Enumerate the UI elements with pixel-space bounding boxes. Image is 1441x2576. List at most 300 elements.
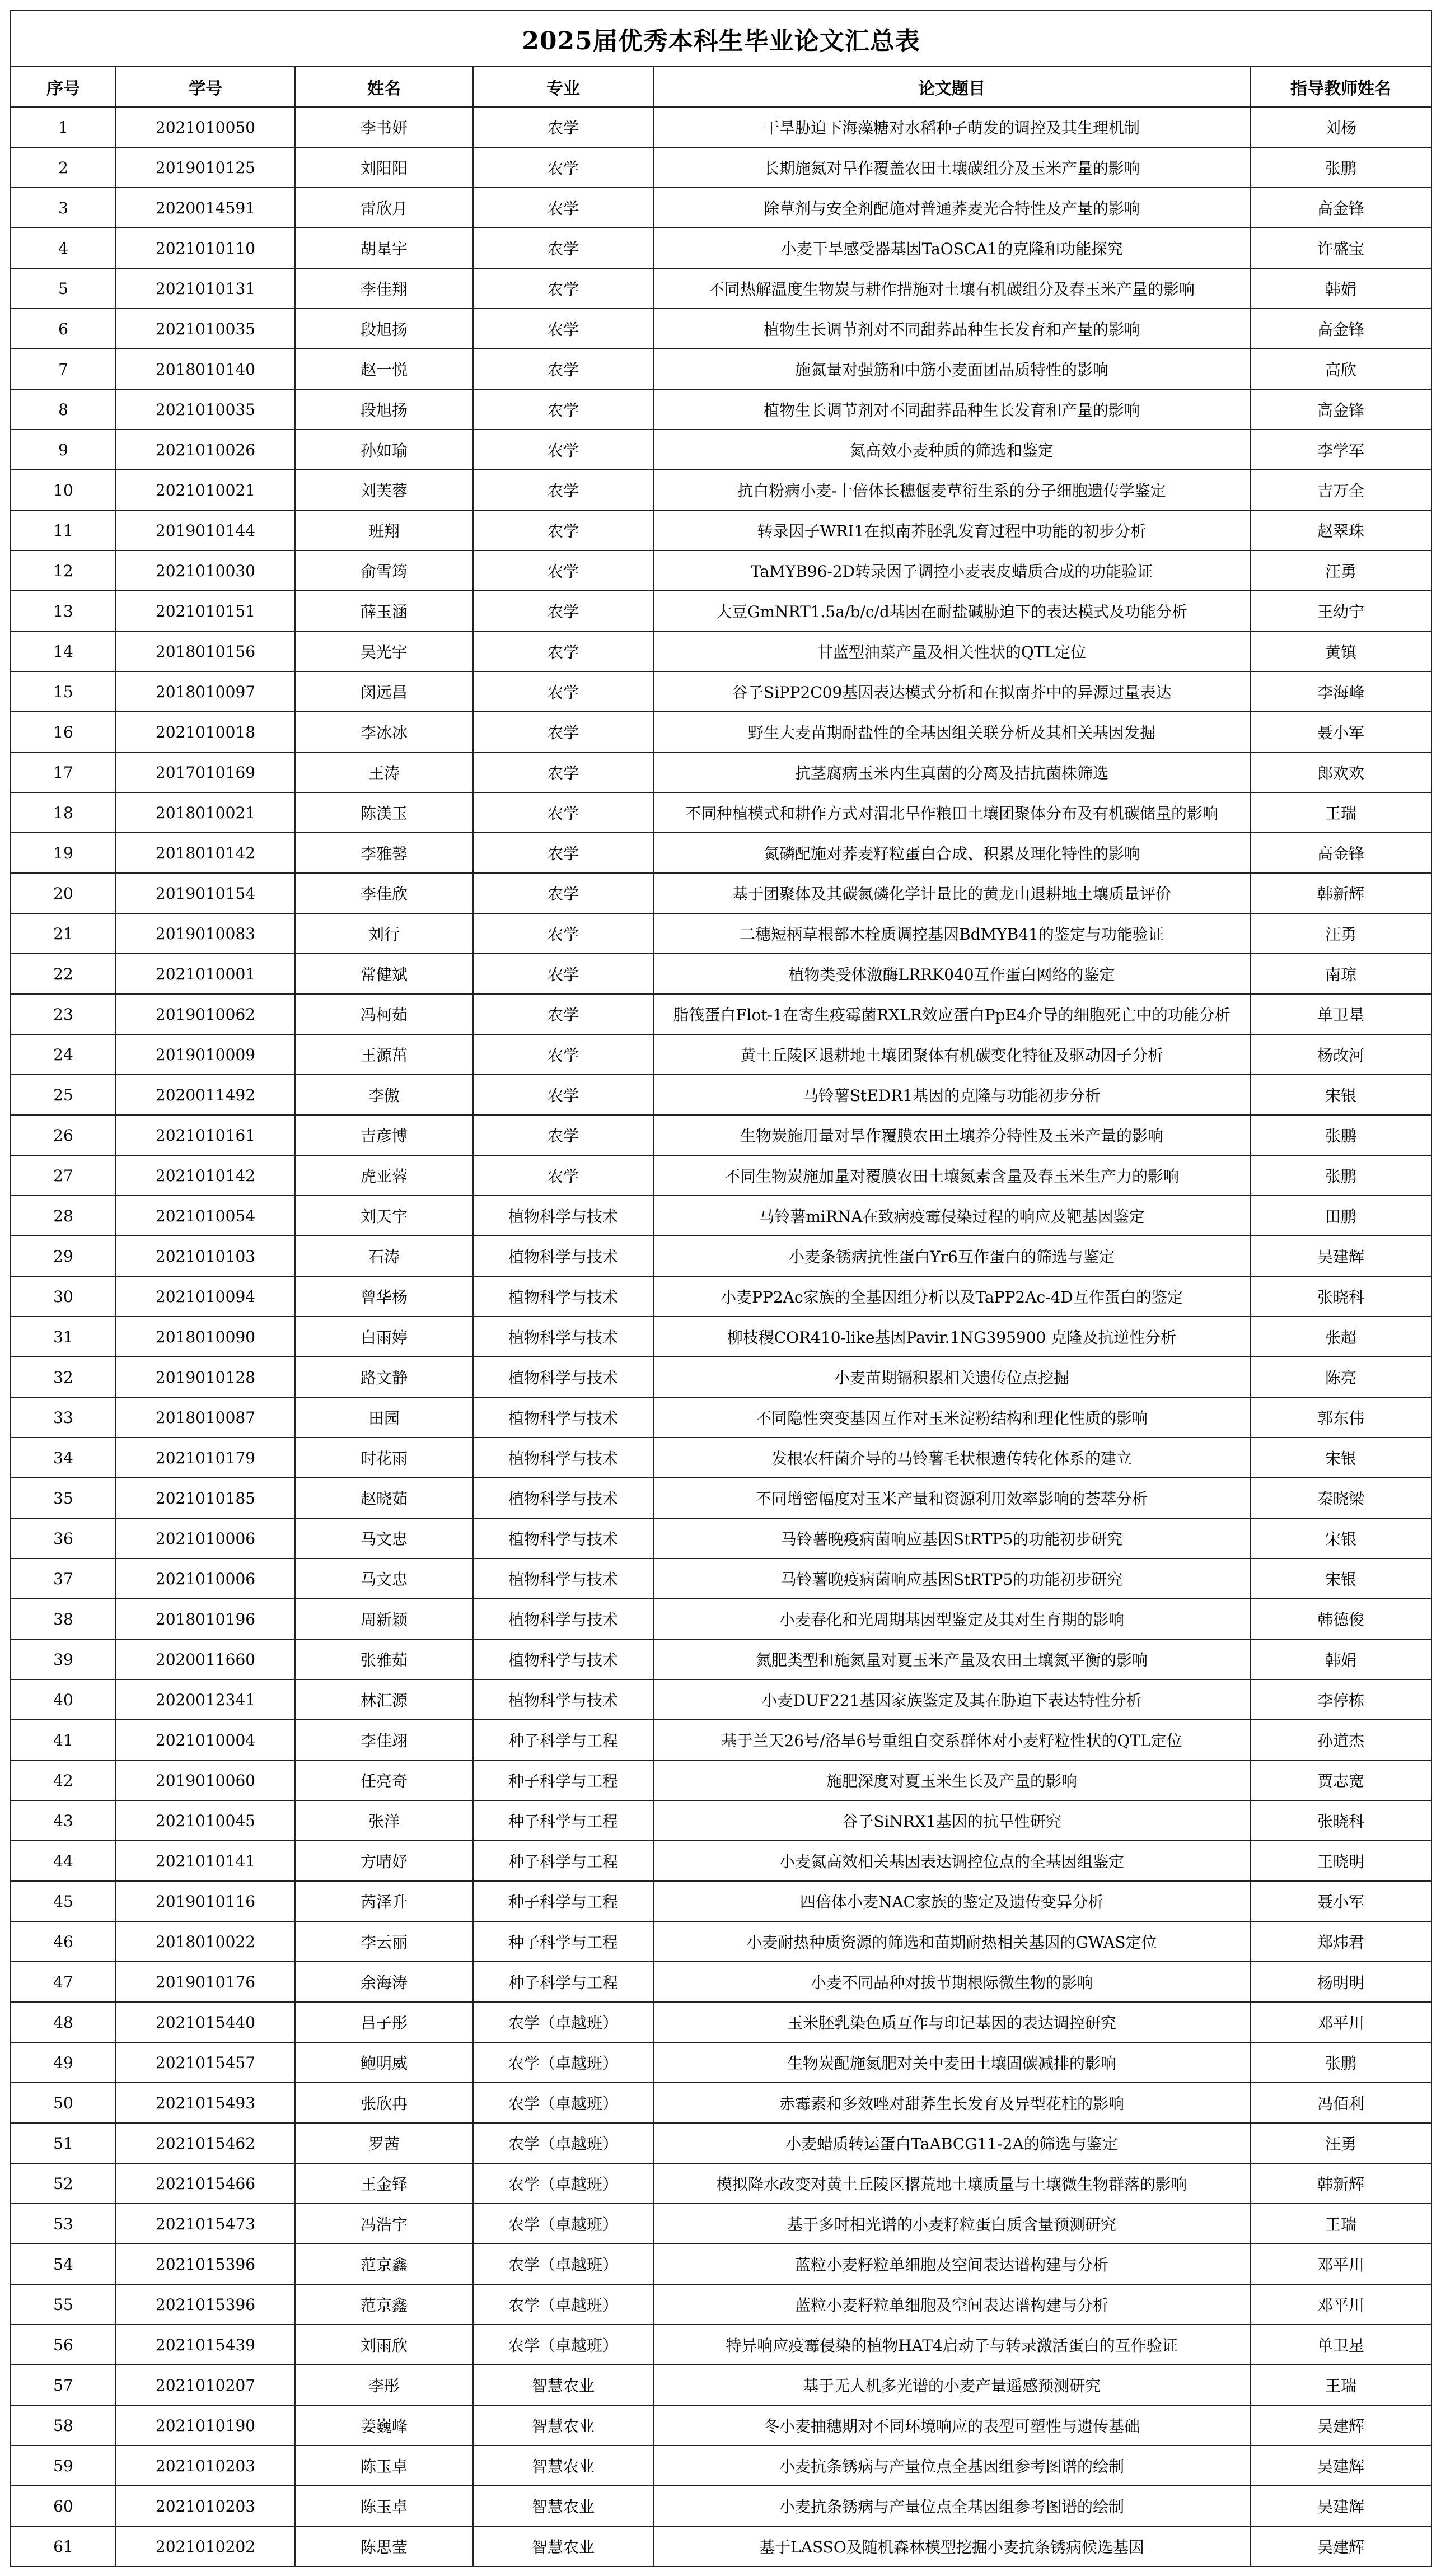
cell-advisor: 吉万全 xyxy=(1250,470,1431,510)
cell-thesis-title: 小麦蜡质转运蛋白TaABCG11-2A的筛选与鉴定 xyxy=(653,2123,1250,2163)
table-row xyxy=(11,712,1431,752)
cell-major: 农学 xyxy=(473,712,653,752)
cell-name: 孙如瑜 xyxy=(295,430,473,470)
cell-student-id: 2019010116 xyxy=(116,1881,295,1921)
cell-thesis-title: 小麦条锈病抗性蛋白Yr6互作蛋白的筛选与鉴定 xyxy=(653,1236,1250,1276)
cell-major: 农学 xyxy=(473,309,653,349)
cell-thesis-title: 脂筏蛋白Flot-1在寄生疫霉菌RXLR效应蛋白PpE4介导的细胞死亡中的功能分析 xyxy=(653,994,1250,1034)
cell-advisor: 吴建辉 xyxy=(1250,2446,1431,2486)
table-row xyxy=(11,1962,1431,2002)
cell-advisor: 郎欢欢 xyxy=(1250,752,1431,792)
cell-no: 20 xyxy=(11,873,116,913)
cell-student-id: 2021010030 xyxy=(116,550,295,591)
table-row xyxy=(11,1276,1431,1317)
cell-major: 植物科学与技术 xyxy=(473,1196,653,1236)
cell-advisor: 高金锋 xyxy=(1250,188,1431,228)
cell-name: 白雨婷 xyxy=(295,1317,473,1357)
cell-no: 55 xyxy=(11,2284,116,2325)
cell-student-id: 2021010151 xyxy=(116,591,295,631)
cell-name: 刘天宇 xyxy=(295,1196,473,1236)
cell-name: 张雅茹 xyxy=(295,1639,473,1679)
cell-major: 种子科学与工程 xyxy=(473,1760,653,1800)
cell-no: 13 xyxy=(11,591,116,631)
table-row xyxy=(11,1599,1431,1639)
cell-no: 30 xyxy=(11,1276,116,1317)
cell-no: 57 xyxy=(11,2365,116,2405)
cell-thesis-title: 玉米胚乳染色质互作与印记基因的表达调控研究 xyxy=(653,2002,1250,2042)
cell-no: 44 xyxy=(11,1841,116,1881)
cell-thesis-title: 不同隐性突变基因互作对玉米淀粉结构和理化性质的影响 xyxy=(653,1397,1250,1438)
cell-major: 智慧农业 xyxy=(473,2486,653,2526)
table-row xyxy=(11,1236,1431,1276)
cell-advisor: 邓平川 xyxy=(1250,2002,1431,2042)
cell-student-id: 2021010142 xyxy=(116,1155,295,1196)
cell-major: 农学 xyxy=(473,1155,653,1196)
table-row xyxy=(11,430,1431,470)
cell-no: 49 xyxy=(11,2042,116,2083)
header-advisor: 指导教师姓名 xyxy=(1250,67,1431,107)
cell-no: 24 xyxy=(11,1034,116,1075)
cell-thesis-title: 野生大麦苗期耐盐性的全基因组关联分析及其相关基因发掘 xyxy=(653,712,1250,752)
table-row xyxy=(11,2526,1431,2566)
cell-major: 农学（卓越班） xyxy=(473,2042,653,2083)
cell-thesis-title: 蓝粒小麦籽粒单细胞及空间表达谱构建与分析 xyxy=(653,2244,1250,2284)
cell-student-id: 2018010196 xyxy=(116,1599,295,1639)
cell-name: 张洋 xyxy=(295,1800,473,1841)
cell-no: 31 xyxy=(11,1317,116,1357)
cell-name: 林汇源 xyxy=(295,1679,473,1720)
cell-thesis-title: 赤霉素和多效唑对甜荞生长发育及异型花柱的影响 xyxy=(653,2083,1250,2123)
cell-name: 马文忠 xyxy=(295,1518,473,1558)
table-row xyxy=(11,2365,1431,2405)
cell-major: 农学 xyxy=(473,1075,653,1115)
cell-thesis-title: 施氮量对强筋和中筋小麦面团品质特性的影响 xyxy=(653,349,1250,389)
cell-advisor: 韩新辉 xyxy=(1250,2163,1431,2204)
cell-major: 智慧农业 xyxy=(473,2446,653,2486)
cell-no: 43 xyxy=(11,1800,116,1841)
cell-major: 农学 xyxy=(473,792,653,833)
table-row xyxy=(11,792,1431,833)
table-row xyxy=(11,107,1431,147)
cell-student-id: 2021010045 xyxy=(116,1800,295,1841)
cell-advisor: 张鹏 xyxy=(1250,1155,1431,1196)
cell-student-id: 2021015462 xyxy=(116,2123,295,2163)
cell-major: 农学 xyxy=(473,268,653,309)
cell-student-id: 2021010190 xyxy=(116,2405,295,2446)
cell-advisor: 汪勇 xyxy=(1250,913,1431,954)
cell-advisor: 李海峰 xyxy=(1250,671,1431,712)
cell-name: 刘阳阳 xyxy=(295,147,473,188)
cell-no: 34 xyxy=(11,1438,116,1478)
cell-name: 方晴妤 xyxy=(295,1841,473,1881)
cell-no: 10 xyxy=(11,470,116,510)
cell-advisor: 高金锋 xyxy=(1250,833,1431,873)
cell-student-id: 2021010026 xyxy=(116,430,295,470)
cell-no: 11 xyxy=(11,510,116,550)
table-row xyxy=(11,1518,1431,1558)
cell-major: 农学 xyxy=(473,147,653,188)
cell-thesis-title: 小麦氮高效相关基因表达调控位点的全基因组鉴定 xyxy=(653,1841,1250,1881)
cell-advisor: 韩娟 xyxy=(1250,268,1431,309)
cell-thesis-title: 不同种植模式和耕作方式对渭北旱作粮田土壤团聚体分布及有机碳储量的影响 xyxy=(653,792,1250,833)
cell-name: 闵远昌 xyxy=(295,671,473,712)
cell-student-id: 2021010050 xyxy=(116,107,295,147)
cell-advisor: 杨明明 xyxy=(1250,1962,1431,2002)
cell-no: 46 xyxy=(11,1921,116,1962)
cell-advisor: 高欣 xyxy=(1250,349,1431,389)
cell-name: 张欣冉 xyxy=(295,2083,473,2123)
cell-major: 农学（卓越班） xyxy=(473,2204,653,2244)
cell-thesis-title: 四倍体小麦NAC家族的鉴定及遗传变异分析 xyxy=(653,1881,1250,1921)
cell-advisor: 汪勇 xyxy=(1250,550,1431,591)
cell-advisor: 田鹏 xyxy=(1250,1196,1431,1236)
table-row xyxy=(11,2244,1431,2284)
cell-name: 常健斌 xyxy=(295,954,473,994)
cell-advisor: 冯佰利 xyxy=(1250,2083,1431,2123)
cell-major: 农学 xyxy=(473,873,653,913)
table-row xyxy=(11,1639,1431,1679)
cell-thesis-title: 大豆GmNRT1.5a/b/c/d基因在耐盐碱胁迫下的表达模式及功能分析 xyxy=(653,591,1250,631)
cell-no: 45 xyxy=(11,1881,116,1921)
cell-advisor: 王瑞 xyxy=(1250,2204,1431,2244)
cell-major: 植物科学与技术 xyxy=(473,1558,653,1599)
cell-major: 植物科学与技术 xyxy=(473,1276,653,1317)
cell-thesis-title: 谷子SiPP2C09基因表达模式分析和在拟南芥中的异源过量表达 xyxy=(653,671,1250,712)
table-row xyxy=(11,2163,1431,2204)
cell-no: 14 xyxy=(11,631,116,671)
cell-advisor: 张超 xyxy=(1250,1317,1431,1357)
table-row xyxy=(11,349,1431,389)
cell-student-id: 2021015493 xyxy=(116,2083,295,2123)
cell-thesis-title: 干旱胁迫下海藻糖对水稻种子萌发的调控及其生理机制 xyxy=(653,107,1250,147)
cell-advisor: 单卫星 xyxy=(1250,994,1431,1034)
cell-major: 植物科学与技术 xyxy=(473,1679,653,1720)
cell-advisor: 王瑞 xyxy=(1250,792,1431,833)
cell-major: 农学 xyxy=(473,430,653,470)
cell-name: 鲍明威 xyxy=(295,2042,473,2083)
cell-student-id: 2021010203 xyxy=(116,2446,295,2486)
cell-name: 李佳翊 xyxy=(295,1720,473,1760)
cell-thesis-title: 谷子SiNRX1基因的抗旱性研究 xyxy=(653,1800,1250,1841)
cell-student-id: 2019010083 xyxy=(116,913,295,954)
cell-major: 植物科学与技术 xyxy=(473,1397,653,1438)
cell-no: 59 xyxy=(11,2446,116,2486)
cell-name: 胡星宇 xyxy=(295,228,473,268)
header-student-id: 学号 xyxy=(116,67,295,107)
table-row xyxy=(11,188,1431,228)
table-row xyxy=(11,1196,1431,1236)
cell-major: 植物科学与技术 xyxy=(473,1236,653,1276)
cell-student-id: 2019010060 xyxy=(116,1760,295,1800)
cell-student-id: 2020014591 xyxy=(116,188,295,228)
cell-advisor: 宋银 xyxy=(1250,1518,1431,1558)
table-row xyxy=(11,2405,1431,2446)
thesis-summary-table xyxy=(10,10,1432,2567)
table-row xyxy=(11,470,1431,510)
cell-major: 智慧农业 xyxy=(473,2526,653,2566)
cell-no: 58 xyxy=(11,2405,116,2446)
cell-student-id: 2020011492 xyxy=(116,1075,295,1115)
cell-thesis-title: 小麦春化和光周期基因型鉴定及其对生育期的影响 xyxy=(653,1599,1250,1639)
cell-major: 农学（卓越班） xyxy=(473,2163,653,2204)
table-row xyxy=(11,1478,1431,1518)
cell-major: 种子科学与工程 xyxy=(473,1800,653,1841)
cell-thesis-title: 基于LASSO及随机森林模型挖掘小麦抗条锈病候选基因 xyxy=(653,2526,1250,2566)
table-row xyxy=(11,1357,1431,1397)
cell-name: 田园 xyxy=(295,1397,473,1438)
cell-no: 6 xyxy=(11,309,116,349)
cell-no: 37 xyxy=(11,1558,116,1599)
cell-no: 47 xyxy=(11,1962,116,2002)
cell-student-id: 2021015473 xyxy=(116,2204,295,2244)
cell-advisor: 吴建辉 xyxy=(1250,2405,1431,2446)
cell-advisor: 张鹏 xyxy=(1250,1115,1431,1155)
cell-name: 班翔 xyxy=(295,510,473,550)
cell-student-id: 2021010006 xyxy=(116,1558,295,1599)
cell-name: 刘行 xyxy=(295,913,473,954)
cell-no: 39 xyxy=(11,1639,116,1679)
cell-major: 农学 xyxy=(473,349,653,389)
cell-thesis-title: 生物炭施用量对旱作覆膜农田土壤养分特性及玉米产量的影响 xyxy=(653,1115,1250,1155)
table-row xyxy=(11,1397,1431,1438)
cell-thesis-title: 基于团聚体及其碳氮磷化学计量比的黄龙山退耕地土壤质量评价 xyxy=(653,873,1250,913)
cell-name: 陈玉卓 xyxy=(295,2446,473,2486)
table-row xyxy=(11,752,1431,792)
cell-thesis-title: 不同增密幅度对玉米产量和资源利用效率影响的荟萃分析 xyxy=(653,1478,1250,1518)
table-row xyxy=(11,1034,1431,1075)
table-row xyxy=(11,309,1431,349)
cell-student-id: 2021010018 xyxy=(116,712,295,752)
cell-major: 农学 xyxy=(473,470,653,510)
cell-advisor: 杨改河 xyxy=(1250,1034,1431,1075)
cell-advisor: 李学军 xyxy=(1250,430,1431,470)
cell-student-id: 2021010179 xyxy=(116,1438,295,1478)
cell-thesis-title: 除草剂与安全剂配施对普通荞麦光合特性及产量的影响 xyxy=(653,188,1250,228)
table-row xyxy=(11,1558,1431,1599)
table-row xyxy=(11,1921,1431,1962)
cell-thesis-title: 马铃薯miRNA在致病疫霉侵染过程的响应及靶基因鉴定 xyxy=(653,1196,1250,1236)
cell-advisor: 高金锋 xyxy=(1250,389,1431,430)
cell-thesis-title: 不同热解温度生物炭与耕作措施对土壤有机碳组分及春玉米产量的影响 xyxy=(653,268,1250,309)
cell-no: 42 xyxy=(11,1760,116,1800)
cell-advisor: 郭东伟 xyxy=(1250,1397,1431,1438)
cell-student-id: 2021010185 xyxy=(116,1478,295,1518)
table-row xyxy=(11,1115,1431,1155)
cell-thesis-title: 植物生长调节剂对不同甜荞品种生长发育和产量的影响 xyxy=(653,389,1250,430)
cell-major: 植物科学与技术 xyxy=(473,1478,653,1518)
cell-no: 12 xyxy=(11,550,116,591)
cell-name: 马文忠 xyxy=(295,1558,473,1599)
cell-advisor: 张晓科 xyxy=(1250,1276,1431,1317)
cell-name: 薛玉涵 xyxy=(295,591,473,631)
cell-major: 智慧农业 xyxy=(473,2405,653,2446)
cell-thesis-title: 植物生长调节剂对不同甜荞品种生长发育和产量的影响 xyxy=(653,309,1250,349)
table-row xyxy=(11,2284,1431,2325)
cell-no: 22 xyxy=(11,954,116,994)
cell-advisor: 宋银 xyxy=(1250,1075,1431,1115)
table-row xyxy=(11,631,1431,671)
cell-name: 俞雪筠 xyxy=(295,550,473,591)
cell-student-id: 2018010022 xyxy=(116,1921,295,1962)
cell-thesis-title: 发根农杆菌介导的马铃薯毛状根遗传转化体系的建立 xyxy=(653,1438,1250,1478)
cell-student-id: 2018010140 xyxy=(116,349,295,389)
cell-major: 农学 xyxy=(473,752,653,792)
cell-name: 时花雨 xyxy=(295,1438,473,1478)
header-row xyxy=(11,67,1431,107)
cell-major: 农学 xyxy=(473,107,653,147)
cell-student-id: 2018010021 xyxy=(116,792,295,833)
cell-thesis-title: 氮磷配施对荞麦籽粒蛋白合成、积累及理化特性的影响 xyxy=(653,833,1250,873)
cell-no: 61 xyxy=(11,2526,116,2566)
cell-thesis-title: 模拟降水改变对黄土丘陵区撂荒地土壤质量与土壤微生物群落的影响 xyxy=(653,2163,1250,2204)
cell-no: 21 xyxy=(11,913,116,954)
cell-name: 吴光宇 xyxy=(295,631,473,671)
cell-student-id: 2019010128 xyxy=(116,1357,295,1397)
cell-major: 植物科学与技术 xyxy=(473,1438,653,1478)
cell-thesis-title: 小麦不同品种对拔节期根际微生物的影响 xyxy=(653,1962,1250,2002)
cell-name: 雷欣月 xyxy=(295,188,473,228)
cell-student-id: 2019010144 xyxy=(116,510,295,550)
cell-student-id: 2021010131 xyxy=(116,268,295,309)
table-row xyxy=(11,2042,1431,2083)
table-body xyxy=(11,107,1431,2566)
cell-no: 23 xyxy=(11,994,116,1034)
cell-student-id: 2018010097 xyxy=(116,671,295,712)
cell-major: 种子科学与工程 xyxy=(473,1720,653,1760)
cell-name: 王金铎 xyxy=(295,2163,473,2204)
cell-thesis-title: 基于多时相光谱的小麦籽粒蛋白质含量预测研究 xyxy=(653,2204,1250,2244)
cell-name: 段旭扬 xyxy=(295,389,473,430)
table-row xyxy=(11,2325,1431,2365)
cell-no: 26 xyxy=(11,1115,116,1155)
cell-thesis-title: 冬小麦抽穗期对不同环境响应的表型可塑性与遗传基础 xyxy=(653,2405,1250,2446)
cell-thesis-title: 小麦苗期镉积累相关遗传位点挖掘 xyxy=(653,1357,1250,1397)
cell-student-id: 2021010006 xyxy=(116,1518,295,1558)
cell-student-id: 2021010103 xyxy=(116,1236,295,1276)
cell-student-id: 2019010125 xyxy=(116,147,295,188)
cell-advisor: 陈亮 xyxy=(1250,1357,1431,1397)
cell-name: 石涛 xyxy=(295,1236,473,1276)
cell-advisor: 宋银 xyxy=(1250,1438,1431,1478)
cell-student-id: 2018010156 xyxy=(116,631,295,671)
cell-thesis-title: 黄土丘陵区退耕地土壤团聚体有机碳变化特征及驱动因子分析 xyxy=(653,1034,1250,1075)
table-row xyxy=(11,228,1431,268)
cell-advisor: 汪勇 xyxy=(1250,2123,1431,2163)
cell-advisor: 郑炜君 xyxy=(1250,1921,1431,1962)
cell-no: 41 xyxy=(11,1720,116,1760)
cell-name: 陈思莹 xyxy=(295,2526,473,2566)
cell-no: 28 xyxy=(11,1196,116,1236)
cell-major: 智慧农业 xyxy=(473,2365,653,2405)
table-row xyxy=(11,2083,1431,2123)
cell-no: 19 xyxy=(11,833,116,873)
cell-thesis-title: 小麦DUF221基因家族鉴定及其在胁迫下表达特性分析 xyxy=(653,1679,1250,1720)
cell-advisor: 单卫星 xyxy=(1250,2325,1431,2365)
table-row xyxy=(11,510,1431,550)
cell-thesis-title: 不同生物炭施加量对覆膜农田土壤氮素含量及春玉米生产力的影响 xyxy=(653,1155,1250,1196)
cell-name: 吕子彤 xyxy=(295,2002,473,2042)
table-row xyxy=(11,147,1431,188)
cell-name: 姜巍峰 xyxy=(295,2405,473,2446)
table-row xyxy=(11,389,1431,430)
cell-student-id: 2017010169 xyxy=(116,752,295,792)
cell-major: 农学 xyxy=(473,833,653,873)
cell-major: 植物科学与技术 xyxy=(473,1317,653,1357)
cell-thesis-title: 氮肥类型和施氮量对夏玉米产量及农田土壤氮平衡的影响 xyxy=(653,1639,1250,1679)
table-row xyxy=(11,671,1431,712)
cell-name: 李佳翔 xyxy=(295,268,473,309)
cell-name: 陈玉卓 xyxy=(295,2486,473,2526)
cell-thesis-title: 特异响应疫霉侵染的植物HAT4启动子与转录激活蛋白的互作验证 xyxy=(653,2325,1250,2365)
cell-advisor: 韩新辉 xyxy=(1250,873,1431,913)
cell-thesis-title: 基于无人机多光谱的小麦产量遥感预测研究 xyxy=(653,2365,1250,2405)
cell-major: 农学（卓越班） xyxy=(473,2325,653,2365)
cell-thesis-title: 长期施氮对旱作覆盖农田土壤碳组分及玉米产量的影响 xyxy=(653,147,1250,188)
cell-student-id: 2021010035 xyxy=(116,389,295,430)
table-row xyxy=(11,994,1431,1034)
cell-no: 50 xyxy=(11,2083,116,2123)
cell-major: 植物科学与技术 xyxy=(473,1639,653,1679)
cell-thesis-title: 小麦干旱感受器基因TaOSCA1的克隆和功能探究 xyxy=(653,228,1250,268)
cell-no: 60 xyxy=(11,2486,116,2526)
cell-thesis-title: 小麦PP2Ac家族的全基因组分析以及TaPP2Ac-4D互作蛋白的鉴定 xyxy=(653,1276,1250,1317)
cell-major: 种子科学与工程 xyxy=(473,1921,653,1962)
cell-major: 农学 xyxy=(473,188,653,228)
cell-student-id: 2021010004 xyxy=(116,1720,295,1760)
table-row xyxy=(11,1317,1431,1357)
cell-no: 56 xyxy=(11,2325,116,2365)
cell-no: 4 xyxy=(11,228,116,268)
cell-major: 植物科学与技术 xyxy=(473,1357,653,1397)
cell-advisor: 赵翠珠 xyxy=(1250,510,1431,550)
cell-major: 农学 xyxy=(473,954,653,994)
cell-student-id: 2021010202 xyxy=(116,2526,295,2566)
table-row xyxy=(11,954,1431,994)
cell-major: 农学 xyxy=(473,389,653,430)
cell-no: 36 xyxy=(11,1518,116,1558)
cell-advisor: 王幼宁 xyxy=(1250,591,1431,631)
header-major: 专业 xyxy=(473,67,653,107)
cell-major: 农学（卓越班） xyxy=(473,2083,653,2123)
table-row xyxy=(11,2002,1431,2042)
cell-student-id: 2019010154 xyxy=(116,873,295,913)
cell-name: 冯柯茹 xyxy=(295,994,473,1034)
table-row xyxy=(11,833,1431,873)
cell-advisor: 孙道杰 xyxy=(1250,1720,1431,1760)
cell-thesis-title: 小麦抗条锈病与产量位点全基因组参考图谱的绘制 xyxy=(653,2486,1250,2526)
cell-name: 任亮奇 xyxy=(295,1760,473,1800)
cell-name: 陈渼玉 xyxy=(295,792,473,833)
cell-major: 农学（卓越班） xyxy=(473,2123,653,2163)
table-row xyxy=(11,1438,1431,1478)
cell-student-id: 2021015396 xyxy=(116,2244,295,2284)
cell-no: 25 xyxy=(11,1075,116,1115)
cell-major: 农学 xyxy=(473,1115,653,1155)
cell-no: 18 xyxy=(11,792,116,833)
table-row xyxy=(11,2204,1431,2244)
cell-thesis-title: 甘蓝型油菜产量及相关性状的QTL定位 xyxy=(653,631,1250,671)
cell-major: 种子科学与工程 xyxy=(473,1841,653,1881)
summary-sheet xyxy=(10,10,1431,2567)
cell-no: 51 xyxy=(11,2123,116,2163)
cell-no: 17 xyxy=(11,752,116,792)
cell-name: 路文静 xyxy=(295,1357,473,1397)
cell-advisor: 宋银 xyxy=(1250,1558,1431,1599)
cell-no: 16 xyxy=(11,712,116,752)
cell-no: 29 xyxy=(11,1236,116,1276)
cell-no: 9 xyxy=(11,430,116,470)
cell-no: 1 xyxy=(11,107,116,147)
